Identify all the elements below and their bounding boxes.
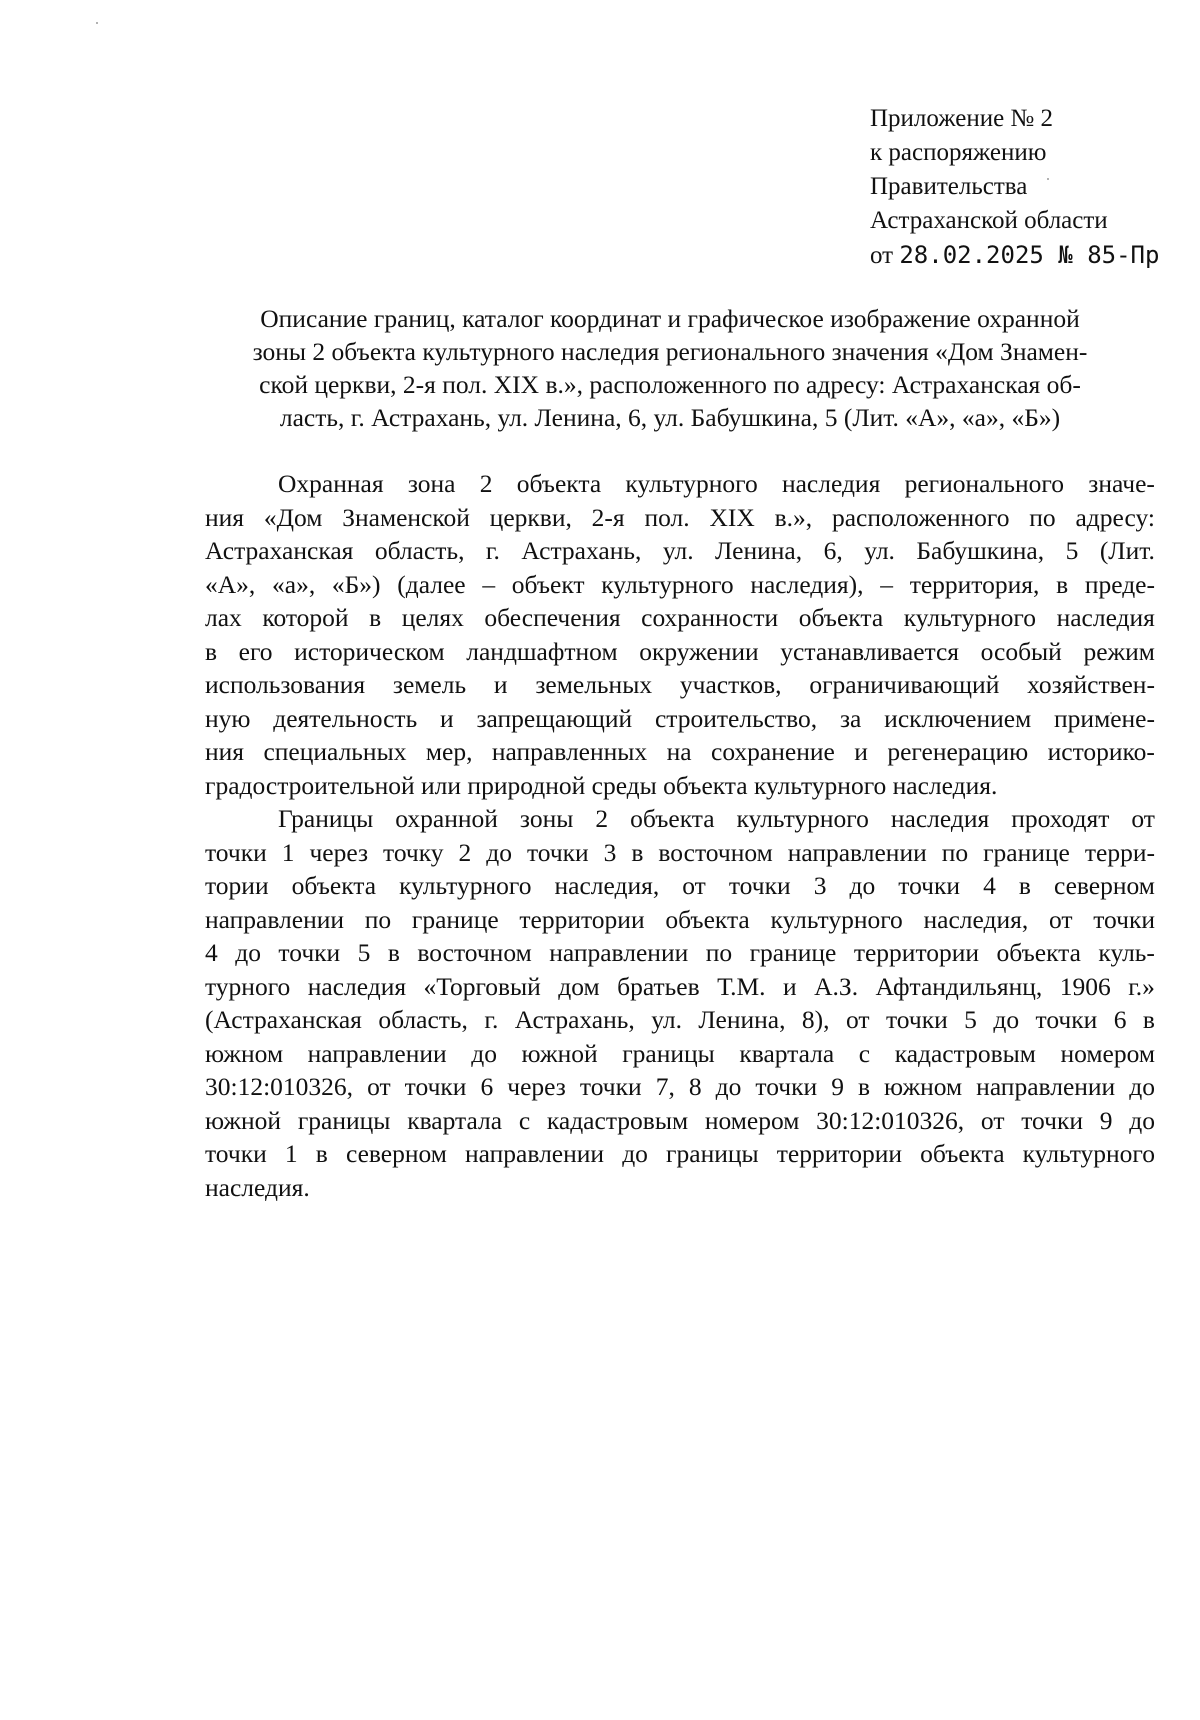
word: «Дом <box>263 502 323 532</box>
word: 6 <box>1113 1005 1127 1034</box>
word: устанавливается <box>780 636 960 666</box>
word: 2 <box>595 804 609 833</box>
word: 5 <box>1065 536 1079 565</box>
word: культурного <box>601 569 734 599</box>
word: «а», <box>272 569 316 599</box>
title-line: зоны 2 объекта культурного наследия регионального значения «Дом Знамен- <box>252 337 1088 366</box>
word: через <box>309 837 369 867</box>
word: Астраханская <box>205 536 354 565</box>
word: наследия, <box>554 871 660 900</box>
word: северном <box>1053 871 1155 900</box>
word: братьев <box>617 971 700 1001</box>
word: г.» <box>1128 971 1155 1001</box>
word: южной <box>205 1105 282 1135</box>
word: до <box>993 1005 1020 1034</box>
word: наследия <box>890 804 990 833</box>
word: направлении <box>787 837 927 867</box>
attachment-line: к распоряжению <box>870 139 1047 166</box>
word: кадастровым <box>894 1038 1036 1068</box>
word: с <box>858 1038 871 1068</box>
word: территории <box>853 938 980 967</box>
word: церкви, <box>489 502 572 532</box>
word: от <box>682 871 706 900</box>
paragraph-line <box>205 1104 1155 1138</box>
word: использования <box>205 670 366 699</box>
word: культурного <box>903 603 1037 632</box>
word: регионального <box>904 469 1064 498</box>
word: 9 <box>831 1072 844 1101</box>
word: южной <box>521 1038 598 1068</box>
word: зона <box>407 469 456 498</box>
word: земельных <box>535 670 653 699</box>
word: объекта <box>630 804 715 833</box>
word: наследия), <box>750 569 864 599</box>
word: 8), <box>801 1005 830 1034</box>
word: Знаменской <box>342 502 470 532</box>
word: до <box>1129 1072 1155 1101</box>
date-stamp: 28.02.2025 № 85-Пр <box>899 241 1160 269</box>
word: квартала <box>739 1038 835 1068</box>
paragraph-line <box>205 970 1155 1004</box>
word: северном <box>345 1139 447 1168</box>
word: 7, <box>655 1072 675 1101</box>
paragraph-line <box>205 1070 1155 1104</box>
word: ландшафтном <box>466 636 618 666</box>
word: и <box>854 737 868 766</box>
word: до <box>235 938 261 967</box>
word: 6 <box>480 1072 494 1101</box>
word: точки <box>205 1139 267 1168</box>
word: сохранности <box>641 603 779 632</box>
paragraph-line: градостроительной или природной среды объекта культурного наследия. <box>205 770 998 800</box>
word: А.З. <box>814 971 859 1001</box>
paragraph-boundaries <box>205 802 1155 1204</box>
word: 8 <box>688 1072 702 1101</box>
word: по <box>364 904 392 934</box>
word: до <box>849 871 876 900</box>
word: – <box>482 569 496 599</box>
word: границе <box>411 904 499 934</box>
paragraph-line <box>205 534 1155 568</box>
word: преде- <box>1084 569 1155 599</box>
word: строительство, <box>654 703 818 733</box>
word: 4 <box>983 871 996 900</box>
word: культурного <box>770 904 903 934</box>
word: до <box>622 1139 648 1168</box>
word: ния <box>205 502 245 532</box>
word: ул. <box>651 1005 682 1034</box>
word: по <box>705 938 733 967</box>
word: терри- <box>1084 837 1155 867</box>
word: (Лит. <box>1099 536 1155 565</box>
word: ограничивающий <box>809 670 1000 699</box>
word: турного <box>205 971 291 1001</box>
word: направлении <box>465 1139 605 1168</box>
paragraph-line <box>205 869 1155 903</box>
word: территории <box>776 1139 902 1168</box>
word: точки <box>755 1072 818 1101</box>
word: номером <box>704 1105 800 1135</box>
word: Астрахань, <box>521 536 642 565</box>
word: режим <box>1083 636 1155 666</box>
word: восточном <box>658 837 773 867</box>
paragraph-line <box>205 568 1155 602</box>
word: лах <box>205 603 242 632</box>
word: земель <box>392 670 467 699</box>
word: в <box>369 603 382 632</box>
word: 30:12:010326, <box>205 1072 354 1101</box>
word: охранной <box>395 804 498 833</box>
word: г. <box>485 536 500 565</box>
word: (Астраханская <box>205 1005 362 1034</box>
word: границы <box>666 1139 759 1168</box>
word: наследия <box>307 971 407 1001</box>
word: сохранение <box>711 737 835 766</box>
word: ул. <box>662 536 694 565</box>
word: от <box>367 1072 391 1101</box>
word: до <box>486 837 512 867</box>
word: от <box>980 1105 1005 1135</box>
word: Астрахань, <box>514 1005 635 1034</box>
word: обеспечения <box>484 603 621 632</box>
word: объекта <box>516 469 602 498</box>
word: XIX <box>709 502 755 532</box>
word: историко- <box>1047 737 1155 766</box>
word: «А», <box>205 569 256 599</box>
word: в <box>631 837 644 867</box>
word: границе <box>749 938 837 967</box>
title-line: ской церкви, 2-я пол. XIX в.», расположенного по адресу: Астраханская об- <box>259 370 1081 399</box>
word: хозяйствен- <box>1027 670 1155 699</box>
word: направлении <box>976 1072 1116 1101</box>
word: культурного <box>736 804 869 833</box>
word: на <box>666 737 692 766</box>
word: проходят <box>1011 804 1110 833</box>
word: и <box>493 670 508 699</box>
paragraph-line <box>205 735 1155 769</box>
word: наследия <box>1056 603 1155 632</box>
word: ную <box>205 703 251 733</box>
paragraph-line: наследия. <box>205 1172 310 1202</box>
word: деятельность <box>273 703 418 733</box>
word: через <box>507 1072 566 1101</box>
word: и <box>783 971 797 1001</box>
word: «Б») <box>331 569 381 599</box>
word: территория, <box>909 569 1040 599</box>
word: объекта <box>291 871 377 900</box>
word: направлении <box>205 904 345 934</box>
word: объекта <box>996 938 1081 967</box>
word: 5 <box>357 938 371 967</box>
word: специальных <box>263 737 407 766</box>
word: до <box>715 1072 742 1101</box>
word: направлении <box>549 938 689 967</box>
word: дом <box>558 971 600 1001</box>
paragraph-line <box>205 1003 1155 1037</box>
word: от <box>845 1005 870 1034</box>
word: ния <box>205 737 245 766</box>
attachment-line: Астраханской области <box>870 207 1108 234</box>
word: 2 <box>458 837 472 867</box>
word: точки <box>885 1005 948 1034</box>
word: точки <box>205 837 267 867</box>
word: и <box>440 703 454 733</box>
word: куль- <box>1098 938 1155 967</box>
word: точки <box>898 871 961 900</box>
word: исключением <box>884 703 1032 733</box>
word: границе <box>983 837 1070 867</box>
word: зоны <box>519 804 574 833</box>
word: наследия, <box>923 904 1029 934</box>
paragraph-line <box>205 702 1155 736</box>
word: 30:12:010326, <box>816 1105 965 1135</box>
word: до <box>1129 1105 1155 1135</box>
word: Границы <box>278 804 374 833</box>
paragraph-line <box>205 601 1155 635</box>
word: направленных <box>491 737 648 766</box>
word: 3 <box>813 871 827 900</box>
paragraph-line <box>205 903 1155 937</box>
word: в.», <box>774 502 813 532</box>
word: в <box>1056 569 1069 599</box>
word: в <box>1142 1005 1155 1034</box>
paragraph-protected-zone <box>205 467 1155 802</box>
word: Ленина, <box>715 536 803 565</box>
word: южном <box>884 1072 963 1101</box>
attachment-line: Приложение № 2 <box>870 105 1054 132</box>
word: от <box>1048 904 1073 934</box>
paragraph-line <box>205 1137 1155 1171</box>
date-prefix: от <box>870 242 894 269</box>
word: с <box>518 1105 531 1135</box>
word: г. <box>484 1005 499 1034</box>
word: точки <box>404 1072 467 1101</box>
word: культурного <box>625 469 758 498</box>
word: которой <box>262 603 349 632</box>
word: точки <box>1035 1005 1098 1034</box>
word: пол. <box>644 502 690 532</box>
word: точку <box>383 837 444 867</box>
word: 2 <box>479 469 493 498</box>
word: адресу: <box>1075 502 1155 532</box>
word: участков, <box>679 670 782 699</box>
word: его <box>238 636 273 666</box>
word: наследия <box>781 469 881 498</box>
word: объекта <box>920 1139 1005 1168</box>
word: 1 <box>284 1139 298 1168</box>
title-line: ласть, г. Астрахань, ул. Ленина, 6, ул. Бабушкина, 5 (Лит. «А», «а», «Б») <box>279 403 1061 432</box>
document-title <box>205 302 1135 434</box>
word: 9 <box>1099 1105 1113 1135</box>
word: мер, <box>425 737 473 766</box>
word: в <box>387 938 400 967</box>
word: в <box>857 1072 871 1101</box>
word: Ленина, <box>698 1005 786 1034</box>
word: направлении <box>307 1038 447 1068</box>
document-body <box>205 467 1155 1204</box>
word: в <box>205 636 218 666</box>
word: Т.М. <box>717 971 766 1001</box>
word: восточном <box>417 938 532 967</box>
scan-speck <box>96 22 98 24</box>
word: точки <box>579 1072 642 1101</box>
word: территории <box>519 904 645 934</box>
paragraph-line <box>205 467 1155 501</box>
word: в <box>1018 871 1031 900</box>
word: область, <box>374 536 465 565</box>
attachment-line: Правительства <box>870 173 1028 200</box>
attachment-header <box>870 102 1190 273</box>
word: точки <box>278 938 341 967</box>
word: Бабушкина, <box>916 536 1045 565</box>
word: южном <box>205 1038 284 1068</box>
paragraph-line <box>205 836 1155 870</box>
word: запрещающий <box>476 703 633 733</box>
paragraph-line <box>205 501 1155 535</box>
word: 3 <box>603 837 617 867</box>
word: ул. <box>864 536 895 565</box>
paragraph-line <box>205 936 1155 970</box>
word: окружении <box>639 636 759 666</box>
word: культурного <box>399 871 532 900</box>
word: точки <box>1093 904 1155 934</box>
word: 1 <box>281 837 295 867</box>
word: – <box>880 569 893 599</box>
word: (далее <box>397 569 466 599</box>
word: за <box>839 703 862 733</box>
word: точки <box>526 837 589 867</box>
paragraph-line <box>205 668 1155 702</box>
word: 1906 <box>1059 971 1111 1001</box>
word: до <box>471 1038 497 1068</box>
word: Охранная <box>278 469 384 498</box>
word: целях <box>401 603 464 632</box>
word: номером <box>1060 1038 1155 1068</box>
word: «Торговый <box>423 971 541 1001</box>
word: регенерацию <box>887 737 1029 766</box>
word: тории <box>205 871 269 900</box>
word: 2-я <box>591 502 625 532</box>
word: в <box>315 1139 328 1168</box>
word: от <box>1131 804 1155 833</box>
word: историческом <box>294 636 445 666</box>
word: границы <box>622 1038 715 1068</box>
word: объекта <box>665 904 750 934</box>
word: Афтандильянц, <box>875 971 1043 1001</box>
word: область, <box>378 1005 468 1034</box>
word: по <box>941 837 969 867</box>
word: кадастровым <box>546 1105 689 1135</box>
word: объект <box>511 569 585 599</box>
paragraph-line <box>205 802 1155 836</box>
title-line: Описание границ, каталог координат и графическое изображение охранной <box>260 304 1080 333</box>
word: 5 <box>964 1005 977 1034</box>
word: точки <box>1021 1105 1083 1135</box>
paragraph-line <box>205 635 1155 669</box>
attachment-date-line <box>870 238 1190 273</box>
word: квартала <box>407 1105 503 1135</box>
word: объекта <box>798 603 884 632</box>
word: 4 <box>205 938 218 967</box>
word: 6, <box>823 536 843 565</box>
word: особый <box>980 636 1062 666</box>
paragraph-line <box>205 1037 1155 1071</box>
word: точки <box>728 871 791 900</box>
word: по <box>1029 502 1056 532</box>
word: культурного <box>1022 1139 1155 1168</box>
word: расположенного <box>831 502 1010 532</box>
word: примене- <box>1054 703 1155 733</box>
word: границы <box>297 1105 391 1135</box>
word: значе- <box>1088 469 1155 498</box>
